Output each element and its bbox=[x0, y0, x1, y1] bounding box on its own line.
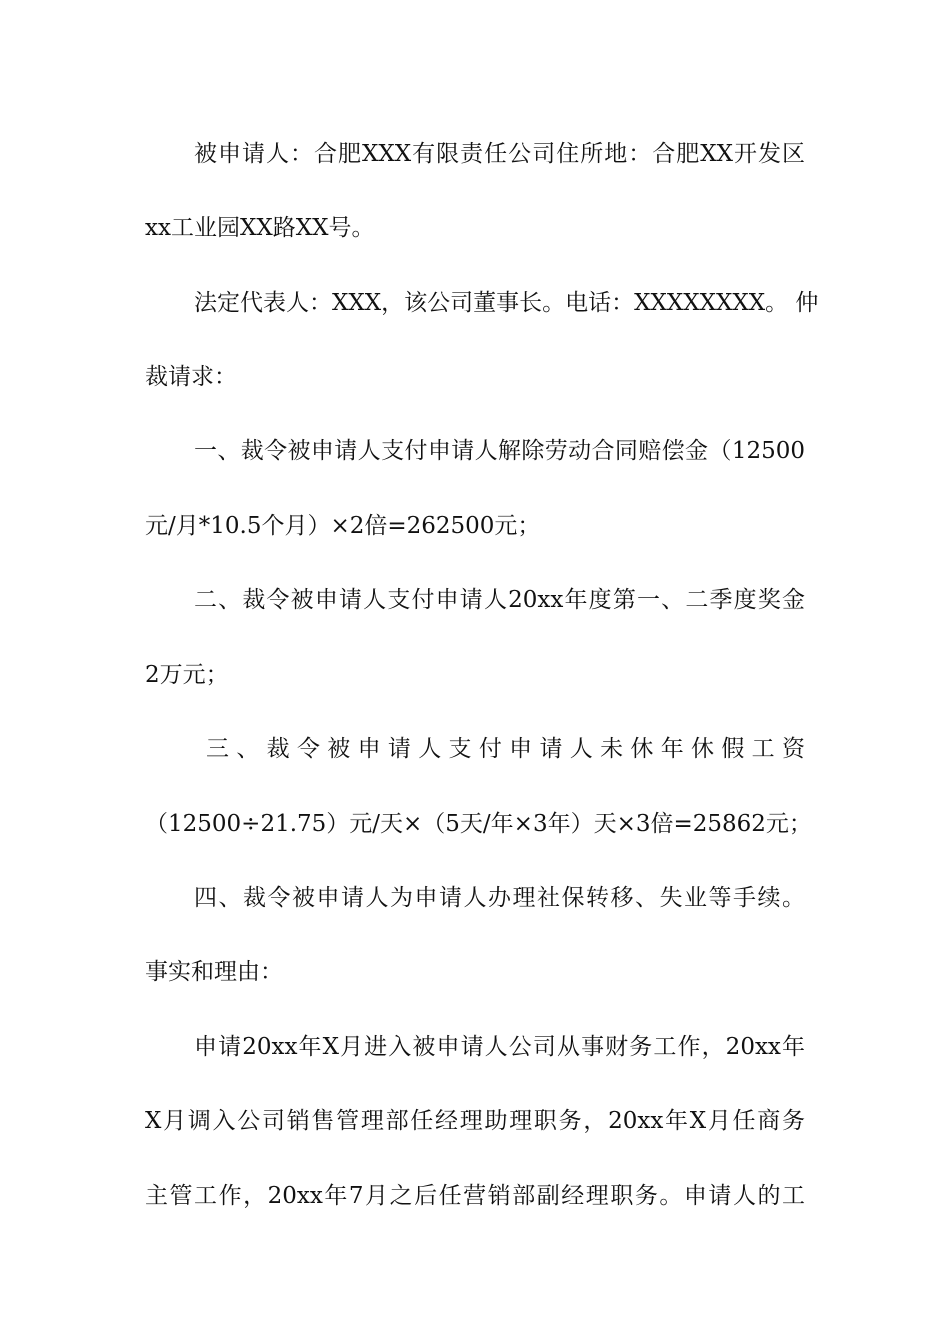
claim-one-continuation: 元/月*10.5个月）×2倍=262500元； bbox=[145, 513, 541, 539]
claim-three-continuation: （12500÷21.75）元/天×（5天/年×3年）天×3倍=25862元； bbox=[145, 811, 812, 837]
claims-heading: 裁请求： bbox=[145, 364, 237, 390]
respondent-line: 被申请人：合肥XXX有限责任公司住所地：合肥XX开发区 bbox=[194, 141, 805, 167]
facts-line-1: 申请20xx年X月进入被申请人公司从事财务工作，20xx年 bbox=[194, 1034, 805, 1060]
claim-four-line: 四、裁令被申请人为申请人办理社保转移、失业等手续。 bbox=[194, 885, 805, 911]
facts-heading: 事实和理由： bbox=[145, 959, 283, 985]
legal-representative-line: 法定代表人：XXX，该公司董事长。电话：XXXXXXXX。 仲 bbox=[194, 290, 819, 316]
facts-line-2: X月调入公司销售管理部任经理助理职务，20xx年X月任商务 bbox=[145, 1108, 805, 1134]
claim-two-continuation: 2万元； bbox=[145, 662, 229, 688]
claim-one-line: 一、裁令被申请人支付申请人解除劳动合同赔偿金（12500 bbox=[194, 438, 805, 464]
claim-three-line: 三、裁令被申请人支付申请人未休年休假工资 bbox=[206, 736, 805, 762]
claim-two-line: 二、裁令被申请人支付申请人20xx年度第一、二季度奖金 bbox=[194, 587, 805, 613]
respondent-address-line: xx工业园XX路XX号。 bbox=[145, 215, 375, 241]
facts-line-3: 主管工作，20xx年7月之后任营销部副经理职务。申请人的工 bbox=[145, 1183, 805, 1209]
